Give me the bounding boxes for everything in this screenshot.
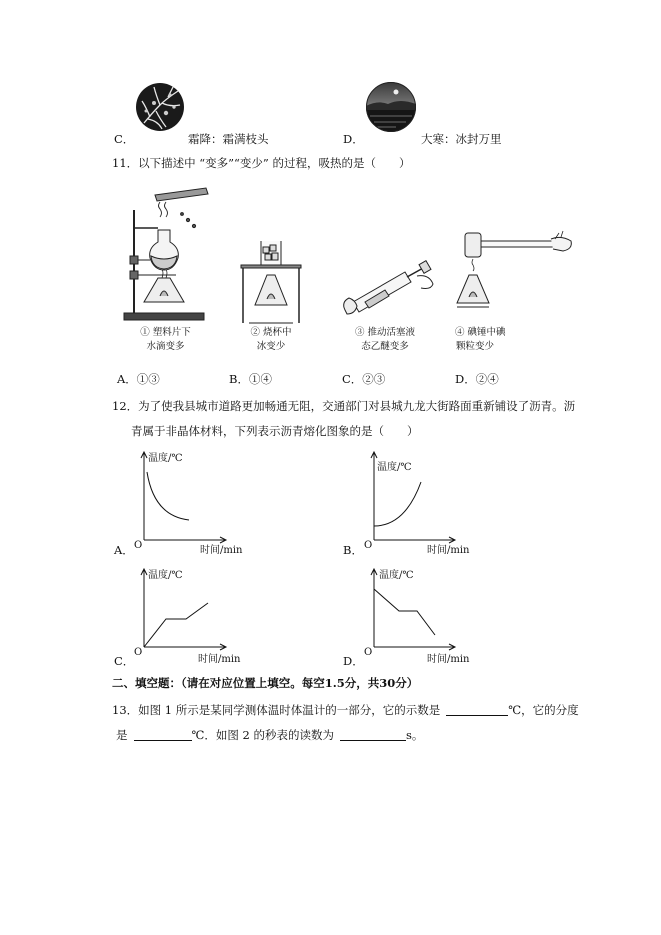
q11-figure-3-caption-line1: ③ 推动活塞液 [354,327,416,338]
q11-stem: 11．以下描述中 “变多”“变少” 的过程，吸热的是（ ） [112,156,411,170]
q12-graph-b-origin: O [364,540,373,551]
q11-option-b: B．①④ [229,372,272,386]
q11-option-c: C．②③ [342,372,386,386]
q12-graph-c-ylabel: 温度/℃ [148,570,183,581]
q11-figure-4-caption-line1: ④ 碘锤中碘 [455,327,506,338]
q12-graph-a-curve [147,472,189,520]
q12-graph-b-ylabel: 温度/℃ [377,462,412,473]
q11-figure-2 [237,235,305,360]
q12-graph-d [343,565,583,675]
q11-figure-2-caption-line2: 冰变少 [256,341,286,352]
q12-graph-c-letter: C． [114,654,135,668]
q11-figure-3 [335,258,435,360]
q12-graph-b [343,448,583,558]
q10-option-c-caption: 霜降：霜满枝头 [188,132,269,146]
q12-graph-d-letter: D． [343,654,364,668]
q12-graph-a-plot [114,448,354,558]
q13-line1-text-a: 13．如图 1 所示是某同学测体温时体温计的一部分，它的示数是 [112,703,441,717]
q12-graph-b-letter: B． [343,543,363,557]
q10-option-d-caption: 大寒：冰封万里 [421,132,502,146]
q12-graph-c-plot [114,565,354,675]
q12-graph-d-xlabel: 时间/min [427,654,470,665]
q12-graph-a-origin: O [134,540,143,551]
q13-stopwatch-blank[interactable] [340,728,406,741]
q11-figure-4-caption-line2: 颗粒变少 [455,341,494,352]
q12-graph-c [114,565,354,675]
q11-figure-4 [455,225,575,360]
q12-graph-d-line [374,589,435,635]
q12-graph-a-letter: A． [114,543,134,557]
q12-stem-line2: 青属于非晶体材料，下列表示沥青熔化图象的是（ ） [131,424,419,438]
q12-graph-a [114,448,354,558]
q12-graph-b-curve [374,482,421,526]
frost-branch-photo [136,83,184,131]
q12-graph-d-origin: O [364,647,373,658]
q12-graph-d-plot [343,565,583,675]
q13-line1 [112,702,579,718]
syringe-ether-illustration [335,258,435,326]
q12-graph-c-line [144,603,208,647]
q12-graph-c-origin: O [134,647,143,658]
q12-graph-c-xlabel: 时间/min [198,654,241,665]
q11-figure-1-caption-line1: ① 塑料片下 [140,327,191,338]
q11-figure-1-caption-line2: 水滴变多 [146,341,185,352]
iodine-hammer-illustration [455,225,575,323]
q12-graph-b-plot [343,448,583,558]
retort-stand-flask-illustration [118,190,213,325]
q10-option-d-letter: D． [343,132,364,146]
q12-graph-a-ylabel: 温度/℃ [148,453,183,464]
q12-graph-b-xlabel: 时间/min [427,545,470,556]
q13-division-blank[interactable] [134,728,192,741]
q13-line2-text-b: ℃．如图 2 的秒表的读数为 [191,728,334,742]
q13-line2-text-a: 是 [116,728,128,742]
q13-line1-text-b: ℃，它的分度 [508,703,579,717]
q13-reading-blank[interactable] [446,703,508,716]
q10-option-c-letter: C． [114,132,135,146]
q13-line2-text-c: s。 [406,728,424,742]
q11-figure-2-caption-line1: ② 烧杯中 [250,327,292,338]
frozen-lake-photo [366,82,416,132]
beaker-ice-illustration [237,235,305,323]
q11-option-a: A．①③ [117,372,160,386]
q10-option-c [114,83,314,147]
q13-line2 [116,727,423,743]
q12-graph-d-ylabel: 温度/℃ [379,570,414,581]
q11-figure-1 [118,190,213,360]
q12-graph-a-xlabel: 时间/min [200,545,243,556]
q11-figure-3-caption-line2: 态乙醚变多 [361,341,409,352]
q12-stem-line1: 12．为了使我县城市道路更加畅通无阻，交通部门对县城九龙大街路面重新铺设了沥青。沥 [112,399,576,413]
q10-option-d [343,83,543,147]
section-2-heading: 二、填空题：（请在对应位置上填空。每空1.5分，共30分） [112,676,419,690]
q11-option-d: D．②④ [455,372,499,386]
